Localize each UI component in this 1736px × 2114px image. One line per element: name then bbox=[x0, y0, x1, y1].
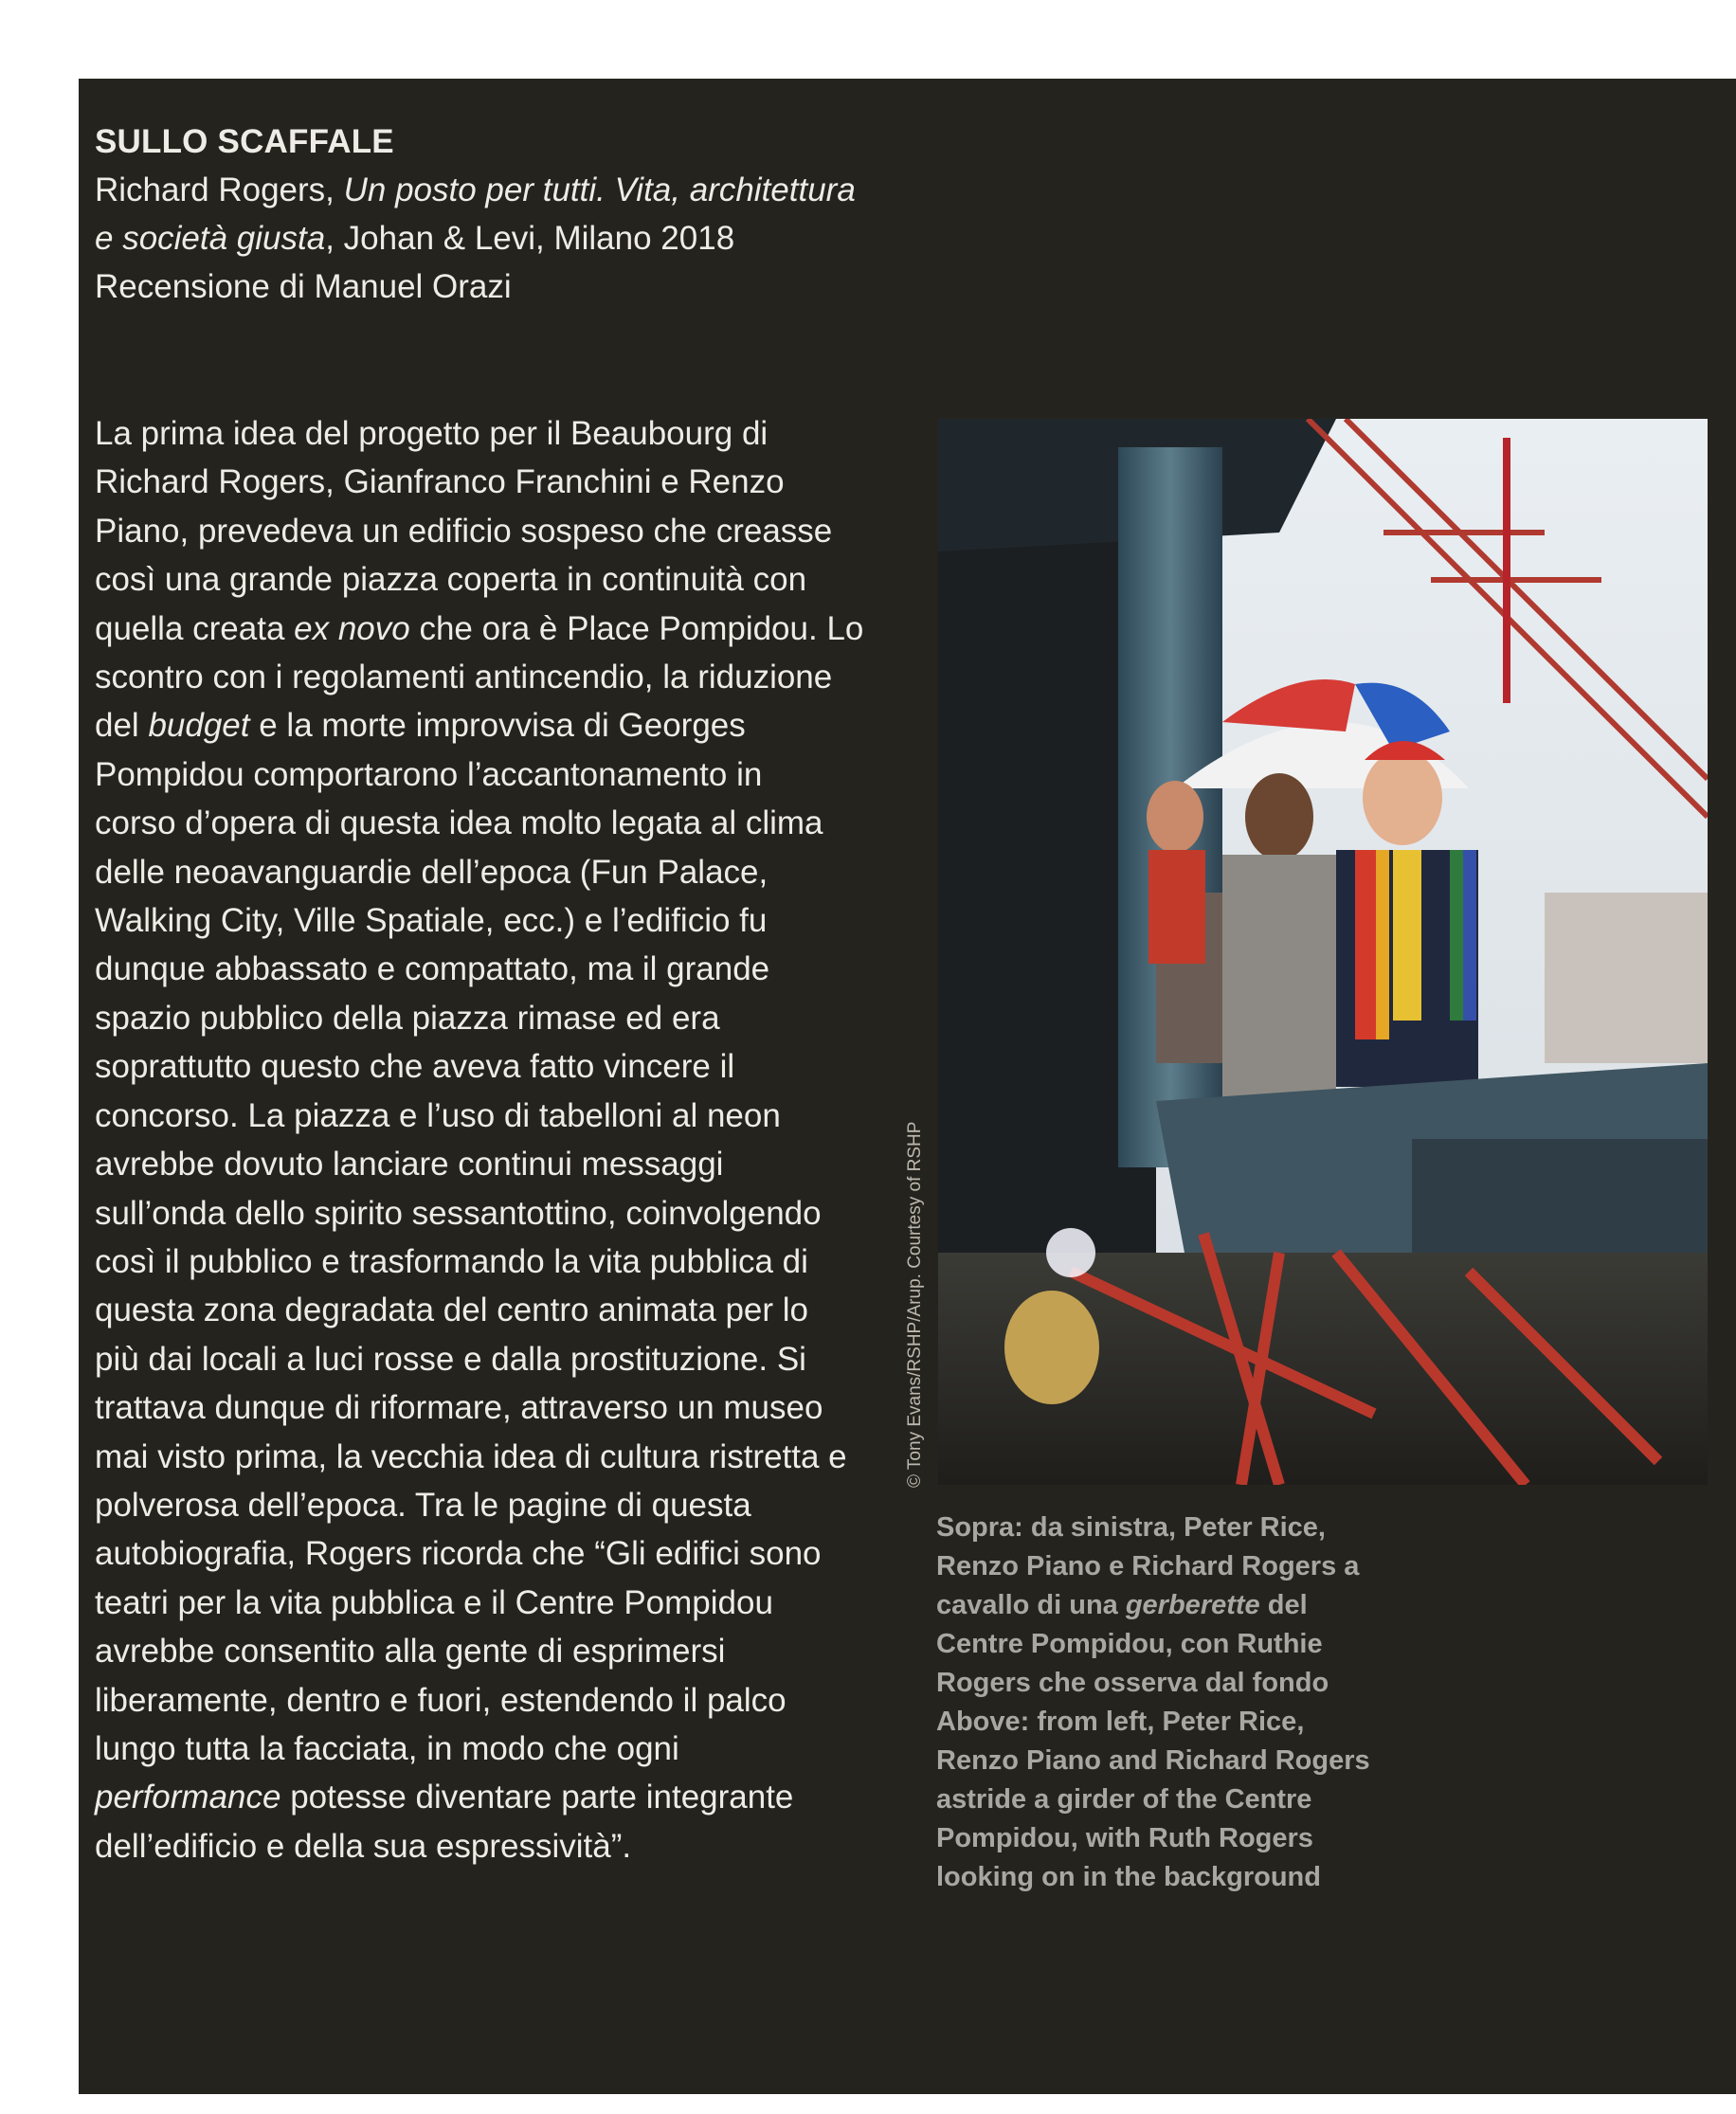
body-line: teatri per la vita pubblica e il Centre Pompidou bbox=[95, 1583, 773, 1621]
caption-run: del bbox=[1259, 1590, 1308, 1620]
body-line: avrebbe consentito alla gente di esprimersi bbox=[95, 1633, 726, 1671]
body-text-run: quella creata bbox=[95, 609, 295, 647]
body-line: mai visto prima, la vecchia idea di cultura ristretta e bbox=[95, 1437, 847, 1475]
caption-line-en: astride a girder of the Centre bbox=[936, 1784, 1312, 1815]
caption-line-it: Renzo Piano e Richard Rogers a bbox=[936, 1551, 1360, 1581]
caption-line-it: Rogers che osserva dal fondo bbox=[936, 1668, 1329, 1698]
article-body bbox=[95, 409, 910, 1870]
photo-credit: © Tony Evans/RSHP/Arup. Courtesy of RSHP bbox=[905, 1121, 925, 1488]
body-line: avrebbe dovuto lanciare continui messaggi bbox=[95, 1146, 724, 1183]
book-reference-line1 bbox=[95, 166, 929, 214]
buildings-background bbox=[1545, 893, 1708, 1063]
book-title-part1: Un posto per tutti. Vita, architettura bbox=[343, 172, 856, 208]
rogers-shirt bbox=[1393, 850, 1421, 1021]
body-text-run: e la morte improvvisa di Georges bbox=[249, 707, 746, 745]
body-line: Richard Rogers, Gianfranco Franchini e Renzo bbox=[95, 463, 785, 501]
person-rogers-head bbox=[1363, 750, 1442, 845]
book-reference-line2 bbox=[95, 214, 929, 262]
body-line: questa zona degradata del centro animata per lo bbox=[95, 1292, 809, 1329]
body-line: Walking City, Ville Spatiale, ecc.) e l’edificio fu bbox=[95, 902, 768, 940]
body-line: così il pubblico e trasformando la vita pubblica di bbox=[95, 1242, 808, 1280]
book-header bbox=[95, 117, 929, 311]
body-line bbox=[95, 605, 910, 653]
body-line: delle neoavanguardie dell’epoca (Fun Palace, bbox=[95, 853, 769, 891]
body-text-run: che ora è Place Pompidou. Lo bbox=[409, 609, 864, 647]
caption-italic-run: gerberette bbox=[1125, 1590, 1260, 1620]
body-italic-run: performance bbox=[95, 1779, 281, 1816]
body-line: dell’edificio e della sua espressività”. bbox=[95, 1827, 632, 1865]
photo-illustration bbox=[938, 419, 1708, 1485]
body-line: Piano, prevedeva un edificio sospeso che creasse bbox=[95, 512, 833, 550]
body-line: Pompidou comportarono l’accantonamento in bbox=[95, 755, 763, 793]
body-line: spazio pubblico della piazza rimase ed era bbox=[95, 999, 720, 1037]
person-ruthie-body bbox=[1148, 850, 1205, 964]
body-line: più dai locali a luci rosse e dalla prostituzione. Si bbox=[95, 1340, 806, 1378]
caption-line-en: Pompidou, with Ruth Rogers bbox=[936, 1823, 1313, 1853]
caption-run: cavallo di una bbox=[936, 1590, 1126, 1620]
caption-line-en: Renzo Piano and Richard Rogers bbox=[936, 1745, 1370, 1776]
welder bbox=[1004, 1291, 1099, 1404]
person-ruthie-head bbox=[1147, 781, 1203, 853]
caption-line-it: Sopra: da sinistra, Peter Rice, bbox=[936, 1512, 1326, 1543]
body-italic-run: ex novo bbox=[294, 609, 410, 647]
body-text-run: potesse diventare parte integrante bbox=[280, 1779, 794, 1816]
book-title-part2: e società giusta bbox=[95, 220, 326, 257]
body-line: sull’onda dello spirito sessantottino, coinvolgendo bbox=[95, 1194, 822, 1232]
review-byline: Recensione di Manuel Orazi bbox=[95, 268, 512, 305]
caption-line-en: Above: from left, Peter Rice, bbox=[936, 1707, 1305, 1737]
book-author: Richard Rogers, bbox=[95, 172, 344, 208]
person-rice-body bbox=[1222, 855, 1336, 1101]
body-line: soprattutto questo che aveva fatto vincere il bbox=[95, 1048, 735, 1086]
body-line bbox=[95, 1773, 910, 1821]
body-text-run: del bbox=[95, 707, 149, 745]
body-line bbox=[95, 701, 910, 750]
photo-caption bbox=[936, 1509, 1467, 1897]
body-line: liberamente, dentro e fuori, estendendo il palco bbox=[95, 1681, 787, 1719]
body-line: concorso. La piazza e l’uso di tabelloni al neon bbox=[95, 1096, 781, 1134]
caption-line-it: Centre Pompidou, con Ruthie bbox=[936, 1629, 1323, 1659]
body-italic-run: budget bbox=[148, 707, 250, 745]
body-line: trattava dunque di riformare, attraverso un museo bbox=[95, 1389, 823, 1427]
body-line: autobiografia, Rogers ricorda che “Gli edifici sono bbox=[95, 1535, 822, 1573]
welding-spark bbox=[1046, 1228, 1095, 1277]
caption-line-en: looking on in the background bbox=[936, 1862, 1321, 1892]
body-line: La prima idea del progetto per il Beaubourg di bbox=[95, 415, 769, 452]
person-rice-head bbox=[1245, 773, 1313, 860]
caption-line-it bbox=[936, 1586, 1467, 1625]
body-line: così una grande piazza coperta in continuità con bbox=[95, 561, 807, 599]
photo-pompidou-girder bbox=[938, 419, 1708, 1485]
book-publisher: , Johan & Levi, Milano 2018 bbox=[325, 220, 735, 257]
section-kicker: SULLO SCAFFALE bbox=[95, 123, 394, 160]
body-line: lungo tutta la facciata, in modo che ogni bbox=[95, 1729, 679, 1767]
body-line: polverosa dell’epoca. Tra le pagine di questa bbox=[95, 1486, 751, 1524]
body-line: scontro con i regolamenti antincendio, la riduzione bbox=[95, 659, 833, 696]
body-line: dunque abbassato e compattato, ma il grande bbox=[95, 950, 770, 988]
body-line: corso d’opera di questa idea molto legata al clima bbox=[95, 804, 823, 842]
